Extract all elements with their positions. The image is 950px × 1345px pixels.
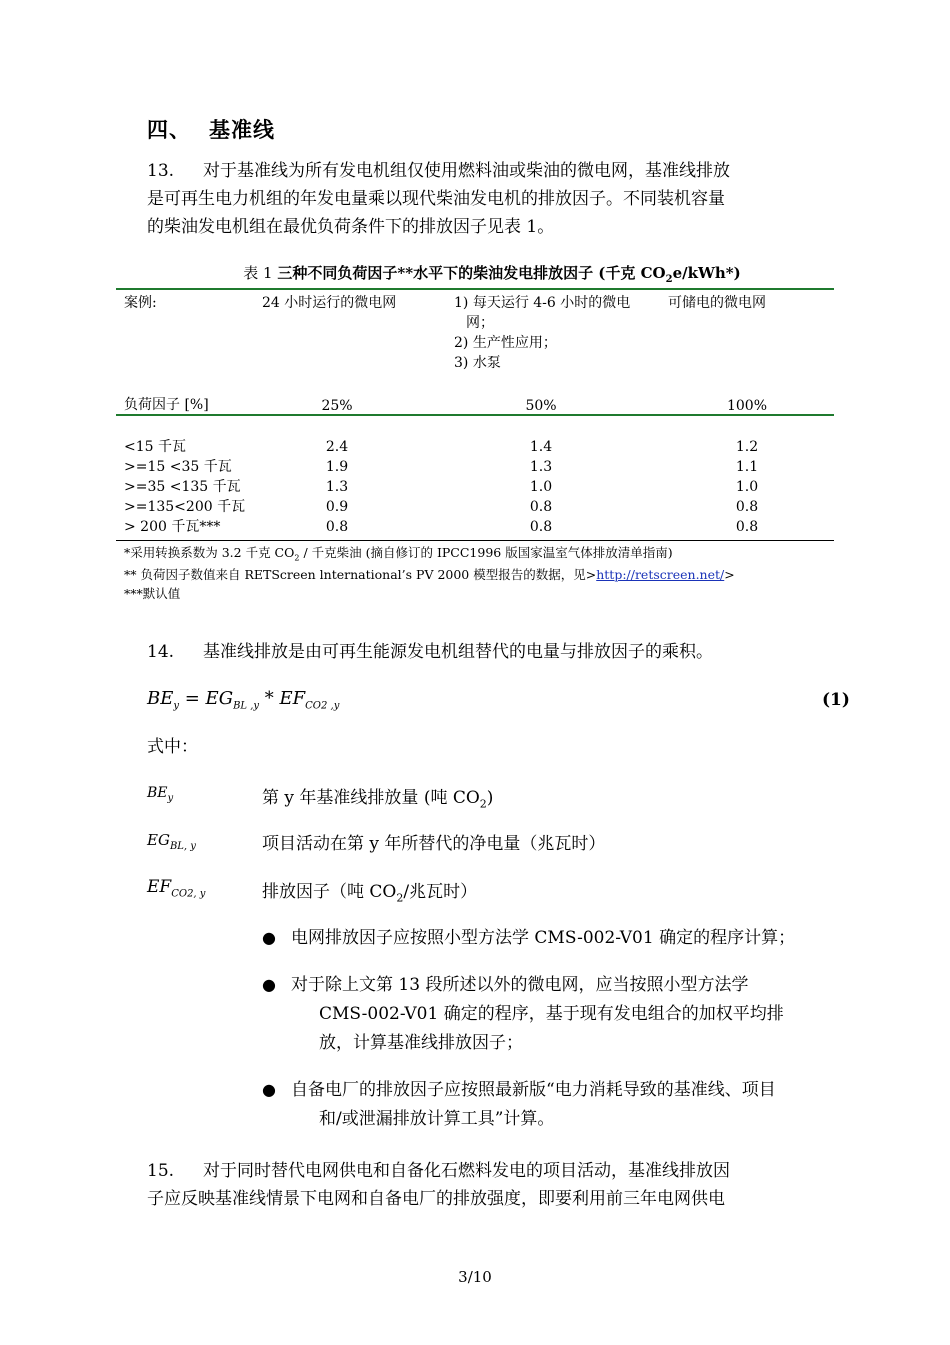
- paragraph-number: 15.: [147, 1161, 175, 1181]
- bullet-icon: ●: [262, 975, 276, 994]
- table-header-col1: 24 小时运行的微电网: [262, 295, 397, 311]
- table-cell: 0.8: [735, 519, 759, 535]
- symbol-subscript: y: [167, 792, 174, 804]
- bullet-item: [291, 924, 836, 953]
- table-row-label: >=35 <135 千瓦: [124, 479, 241, 495]
- footnote-text: >: [724, 567, 735, 582]
- symbol-text: EG: [147, 831, 170, 849]
- table-case-label: 案例:: [124, 295, 157, 311]
- symbol-text: BE: [147, 785, 168, 801]
- load-factor-50: 50%: [525, 398, 557, 414]
- table-top-rule: [116, 288, 834, 290]
- table-row-label: >=135<200 千瓦: [124, 499, 246, 515]
- section-title: 基准线: [209, 117, 275, 142]
- def-symbol-be: [147, 785, 173, 804]
- formula-subscript: y: [173, 700, 180, 712]
- load-factor-label: 负荷因子 [%]: [124, 397, 209, 413]
- bullet-line: 自备电厂的排放因子应按照最新版“电力消耗导致的基准线、项目: [291, 1080, 776, 1100]
- header-col2-item: 3) 水泵: [454, 355, 501, 371]
- caption-main: 三种不同负荷因子**水平下的柴油发电排放因子 (千克 CO: [277, 264, 666, 282]
- table-cell: 1.4: [529, 439, 553, 455]
- page-number: 3/10: [458, 1268, 492, 1286]
- def-symbol-eg: [147, 831, 196, 852]
- equation-number: (1): [822, 690, 850, 710]
- symbol-text: EF: [147, 877, 172, 897]
- table-cell: 0.8: [325, 519, 349, 535]
- def-text: 排放因子（吨 CO: [262, 882, 397, 902]
- paragraph-line: 对于基准线为所有发电机组仅使用燃料油或柴油的微电网，基准线排放: [203, 161, 730, 181]
- paragraph-13: [147, 157, 807, 241]
- table-header-col3: 可储电的微电网: [668, 295, 766, 311]
- table-col-50: [491, 437, 591, 537]
- load-factor-25: 25%: [321, 398, 353, 414]
- formula-subscript: BL ,y: [233, 700, 260, 712]
- bullet-line: 放，计算基准线排放因子；: [319, 1033, 523, 1053]
- footnote-2: [124, 565, 735, 585]
- def-symbol-ef: [147, 877, 205, 899]
- table-cell: 0.9: [325, 499, 349, 515]
- table-caption: [147, 262, 837, 285]
- caption-subscript: 2: [665, 274, 673, 285]
- table-cell: 1.3: [529, 459, 553, 475]
- symbol-subscript: CO2, y: [171, 888, 206, 900]
- retscreen-link[interactable]: http://retscreen.net/: [596, 567, 725, 582]
- table-cell: 1.1: [735, 459, 759, 475]
- table-row-label: > 200 千瓦***: [124, 519, 221, 535]
- def-subscript: 2: [396, 891, 404, 905]
- def-text: /兆瓦时）: [403, 882, 478, 902]
- table-col-100: [697, 437, 797, 537]
- bullet-line: 对于除上文第 13 段所述以外的微电网，应当按照小型方法学: [291, 975, 749, 995]
- def-desc-ef: [262, 877, 477, 904]
- table-row-labels: [124, 437, 245, 537]
- table-cell: 2.4: [325, 439, 349, 455]
- footnote-3: ***默认值: [124, 586, 181, 601]
- paragraph-line: 的柴油发电机组在最优负荷条件下的排放因子见表 1。: [147, 217, 555, 237]
- table-col-25: [287, 437, 387, 537]
- table-header-col2: [454, 293, 654, 373]
- formula-subscript: CO2 ,y: [305, 700, 340, 712]
- caption-end: e/kWh*): [672, 264, 741, 282]
- table-cell: 0.8: [735, 499, 759, 515]
- paragraph-number: 13.: [147, 161, 175, 181]
- table-cell: 1.0: [735, 479, 759, 495]
- table-cell: 1.0: [529, 479, 553, 495]
- bullet-line: CMS-002-V01 确定的程序，基于现有发电组合的加权平均排: [319, 1004, 784, 1024]
- paragraph-number: 14.: [147, 642, 175, 662]
- def-subscript: 2: [479, 797, 487, 811]
- table-cell: 0.8: [529, 499, 553, 515]
- section-heading: [147, 114, 275, 144]
- def-text: ): [486, 788, 494, 808]
- footnote-text: / 千克柴油 (摘自修订的 IPCC1996 版国家温室气体排放清单指南): [299, 545, 673, 560]
- table-cell: 1.3: [325, 479, 349, 495]
- table-cell: 0.8: [529, 519, 553, 535]
- bullet-line: 和/或泄漏排放计算工具”计算。: [319, 1109, 555, 1129]
- def-text: 第 y 年基准线排放量 (吨 CO: [262, 788, 480, 808]
- bullet-line: 电网排放因子应按照小型方法学 CMS-002-V01 确定的程序计算；: [291, 928, 796, 948]
- paragraph-15: [147, 1157, 807, 1213]
- footnote-text: ** 负荷因子数值来自 RETScreen lnternational’s PV 2000 模型报告的数据，见>: [124, 567, 597, 582]
- footnote-subscript: 2: [294, 553, 300, 563]
- paragraph-line: 子应反映基准线情景下电网和自备电厂的排放强度，即要利用前三年电网供电: [147, 1189, 725, 1209]
- load-factor-100: 100%: [726, 398, 768, 414]
- table-cell: 1.9: [325, 459, 349, 475]
- formula-symbol: BE: [147, 688, 174, 709]
- bullet-item: [291, 1076, 836, 1134]
- symbol-subscript: BL, y: [169, 841, 196, 852]
- formula-symbol: = EG: [179, 688, 234, 709]
- section-number: 四、: [147, 117, 191, 142]
- table-mid-rule: [116, 414, 834, 416]
- def-desc-eg: [262, 829, 605, 854]
- header-col2-item: 1) 每天运行 4-6 小时的微电网；: [454, 295, 631, 331]
- formula-symbol: * EF: [259, 688, 306, 709]
- def-desc-be: [262, 783, 493, 810]
- header-col2-item: 2) 生产性应用；: [454, 335, 557, 351]
- table-cell: 1.2: [735, 439, 759, 455]
- where-label: 式中：: [147, 737, 198, 757]
- paragraph-14: [147, 638, 847, 666]
- bullet-icon: ●: [262, 1080, 276, 1099]
- table-row-label: >=15 <35 千瓦: [124, 459, 232, 475]
- formula-1: [147, 688, 339, 712]
- def-text: 项目活动在第 y 年所替代的净电量（兆瓦时）: [262, 834, 606, 854]
- caption-prefix: 表 1: [243, 264, 273, 282]
- table-row-label: <15 千瓦: [124, 439, 186, 455]
- table-bottom-rule: [116, 540, 834, 541]
- footnote-text: *采用转换系数为 3.2 千克 CO: [124, 545, 295, 560]
- bullet-icon: ●: [262, 928, 276, 947]
- paragraph-text: 基准线排放是由可再生能源发电机组替代的电量与排放因子的乘积。: [203, 642, 713, 662]
- paragraph-line: 对于同时替代电网供电和自备化石燃料发电的项目活动，基准线排放因: [203, 1161, 730, 1181]
- bullet-item: [291, 971, 836, 1058]
- paragraph-line: 是可再生电力机组的年发电量乘以现代柴油发电机的排放因子。不同装机容量: [147, 189, 725, 209]
